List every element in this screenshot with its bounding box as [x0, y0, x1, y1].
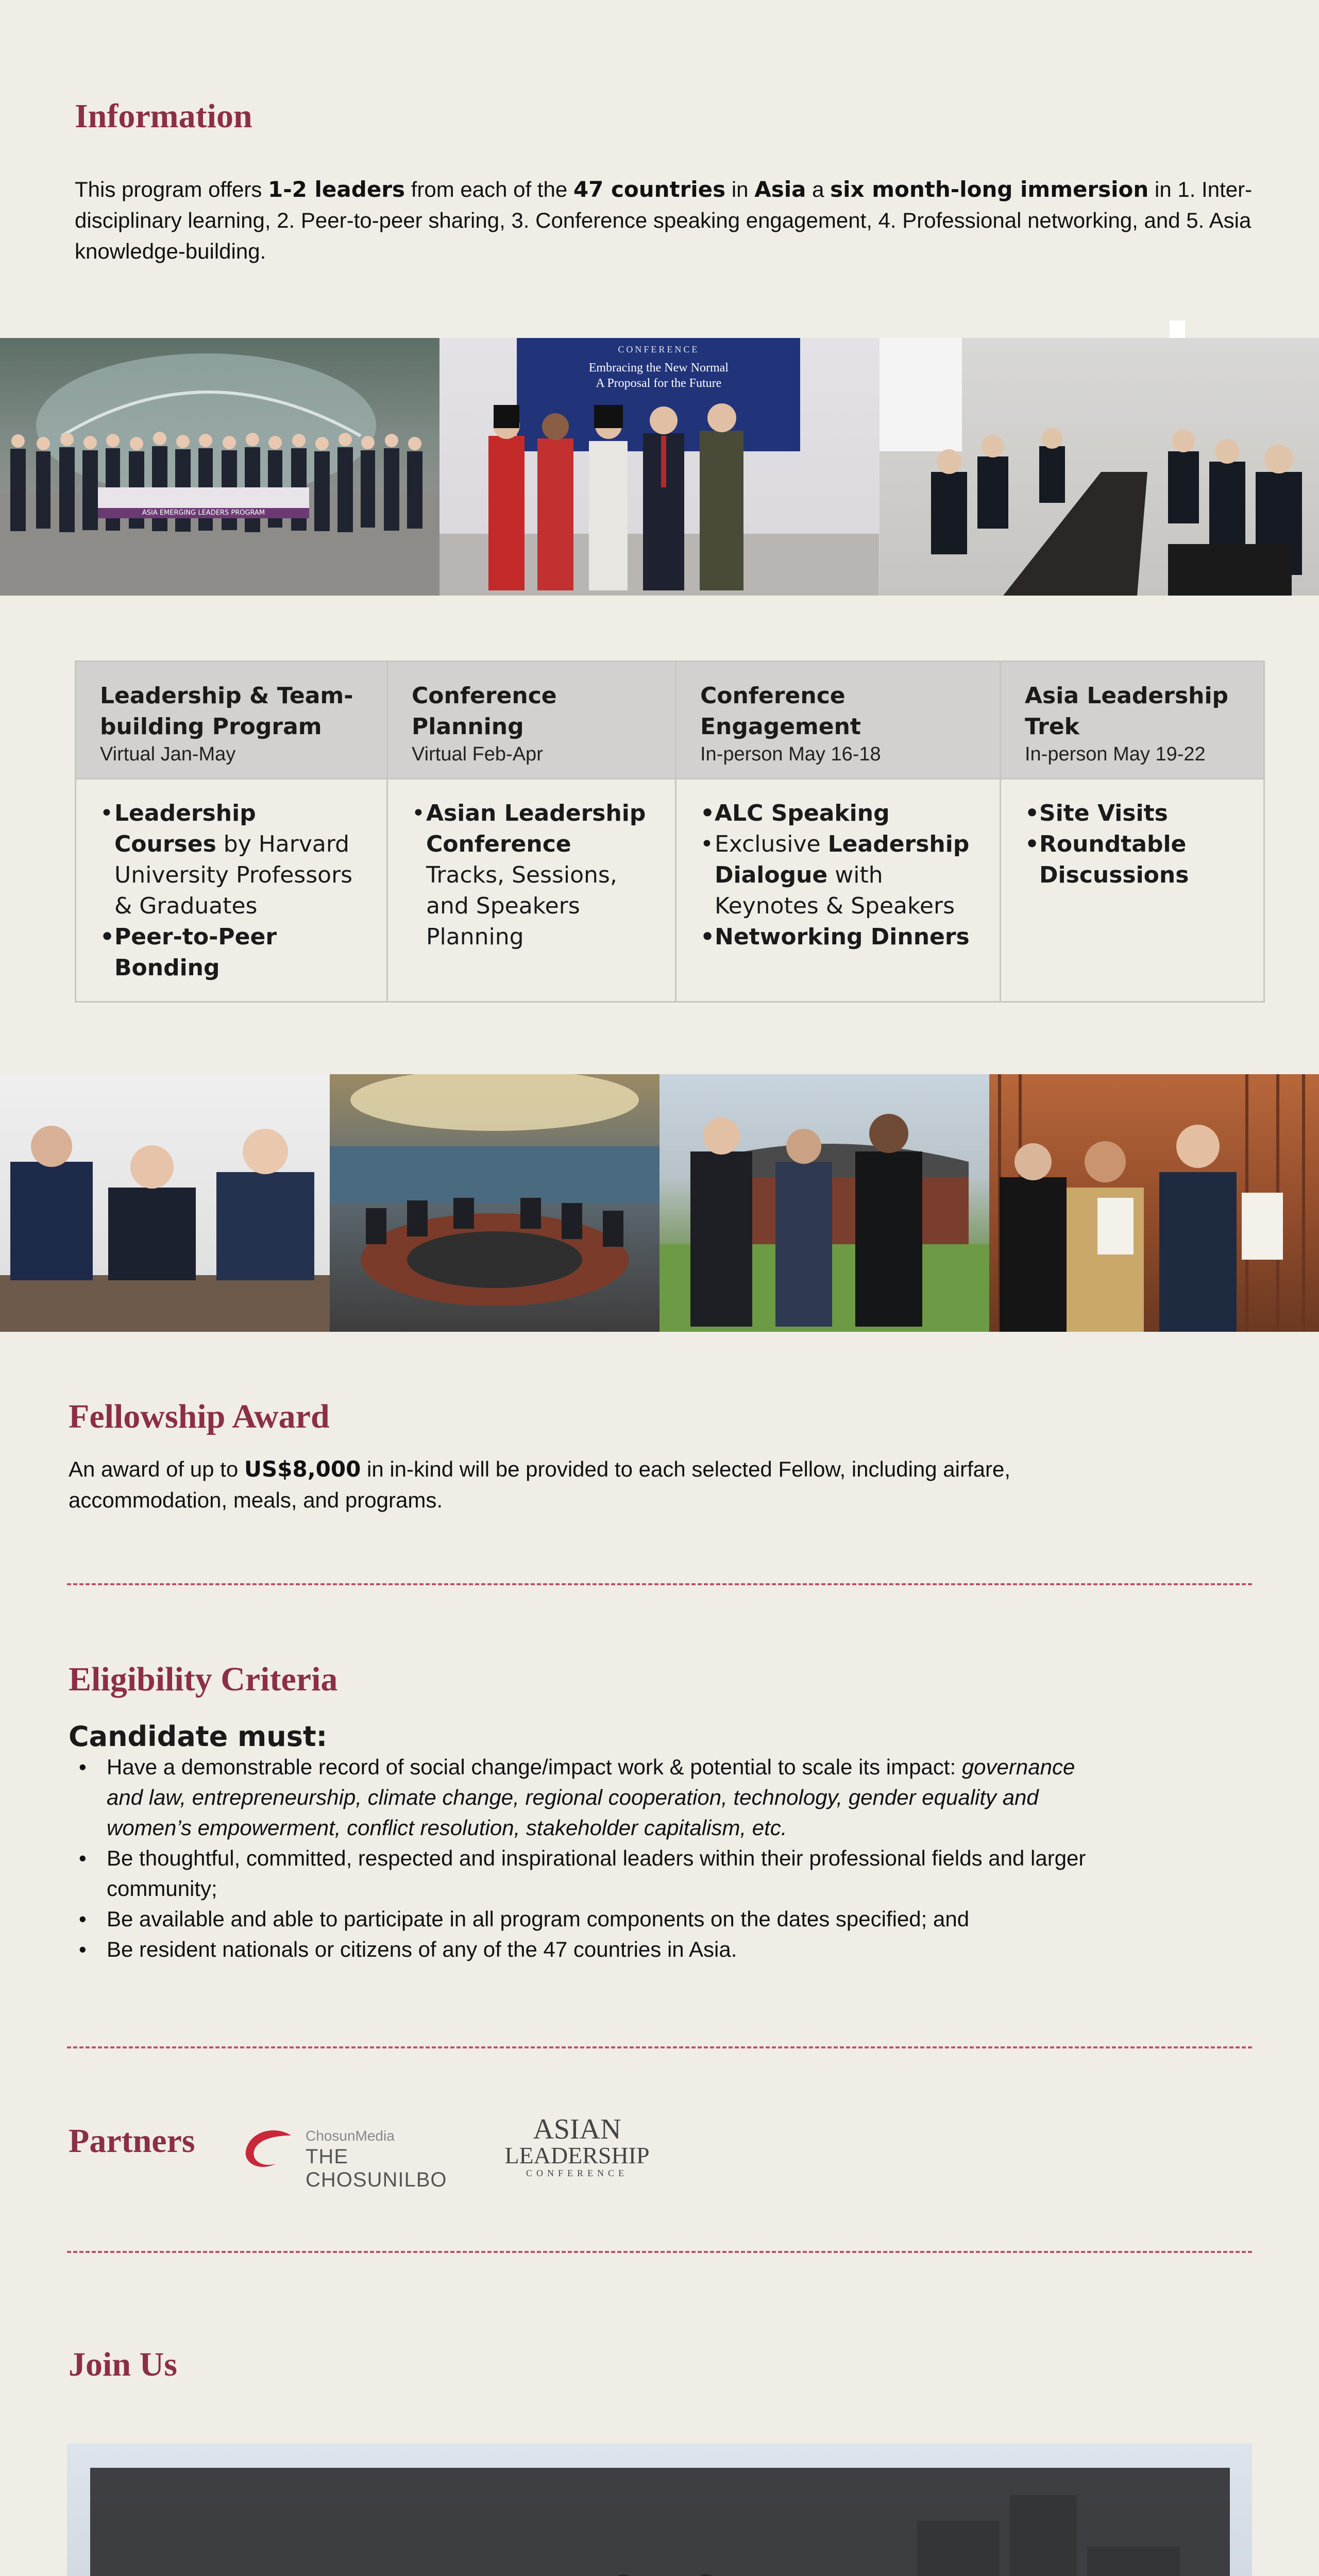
stage-people-illustration — [439, 338, 879, 596]
program-col1-sub: Virtual Jan-May — [100, 743, 236, 765]
divider — [67, 2046, 1252, 2048]
program-col1-header — [76, 662, 388, 779]
fellowship-text-2: in in-kind will be provided to each selected Fellow, including airfare, accommodation, meals, and programs. — [69, 1457, 1011, 1512]
list-item — [412, 798, 651, 953]
screen-subtitle-1: Embracing the New Normal — [588, 361, 729, 375]
photo-meeting-room — [880, 338, 1319, 596]
info-text-3: in — [725, 177, 755, 201]
photo-roundtable — [330, 1074, 660, 1332]
alc-logo[interactable] — [500, 2115, 654, 2182]
info-text-1: This program offers — [75, 177, 268, 201]
info-bold-immersion: six month-long immersion — [830, 177, 1149, 202]
eligibility-title: Eligibility Criteria — [69, 1660, 338, 1698]
fellowship-amount: US$8,000 — [244, 1456, 361, 1482]
program-col4-sub: In-person May 19-22 — [1025, 743, 1206, 765]
chosun-name-text: THE CHOSUNILBO — [306, 2145, 447, 2191]
list-item — [700, 922, 976, 953]
list-item — [700, 798, 976, 829]
chosun-media-text: ChosunMedia — [306, 2128, 395, 2144]
photo-row-top — [0, 338, 1319, 596]
join-overlay — [90, 2468, 1230, 2576]
photo-palace-visit — [660, 1074, 989, 1332]
program-col2-header — [388, 662, 677, 779]
fellowship-text — [69, 1454, 1099, 1516]
program-col3-item3: Networking Dinners — [715, 924, 970, 950]
list-item — [69, 1752, 1099, 1843]
group-photo-illustration — [0, 338, 439, 596]
divider — [67, 2251, 1252, 2253]
screen-subtitle-2: A Proposal for the Future — [596, 377, 722, 390]
program-col4-title: Asia Leadership Trek — [1025, 683, 1229, 740]
program-col2-body — [388, 779, 677, 1001]
program-table — [75, 660, 1265, 1003]
program-col3-item2c: with Keynotes & Speakers — [715, 862, 955, 919]
join-title: Join Us — [69, 2346, 177, 2383]
meeting-illustration — [880, 338, 1319, 596]
info-bold-countries: 47 countries — [573, 177, 726, 202]
program-col2-sub: Virtual Feb-Apr — [412, 743, 543, 765]
program-col1-body — [76, 779, 388, 1001]
eligibility-item1-topics: governance and law, entrepreneurship, climate change, regional cooperation, technology, gender equality and women’s empowerment, conflict resolution, stakeholder capitalism, etc. — [107, 1755, 1075, 1840]
list-item — [1025, 798, 1240, 829]
info-text-4: a — [806, 177, 831, 201]
eligibility-list — [69, 1752, 1099, 1964]
program-col2-item1b: Tracks, Sessions, and Speakers Planning — [426, 862, 617, 950]
banner-text: ASIA EMERGING LEADERS PROGRAM — [142, 509, 265, 517]
list-item — [69, 1934, 1099, 1964]
program-col4-item1: Site Visits — [1039, 800, 1168, 826]
fellowship-title: Fellowship Award — [69, 1398, 330, 1435]
eligibility-item4: Be resident nationals or citizens of any of the 47 countries in Asia. — [107, 1937, 737, 1961]
program-col3-item2b: Leadership Dialogue — [715, 831, 970, 888]
program-col3-header — [677, 662, 1001, 779]
program-col3-item1: ALC Speaking — [715, 800, 890, 826]
roundtable-illustration — [330, 1074, 660, 1332]
information-title: Information — [75, 97, 252, 135]
eligibility-item2: Be thoughtful, committed, respected and inspirational leaders within their professional fields and larger community; — [107, 1846, 1086, 1901]
photo-row-bottom — [0, 1074, 1319, 1332]
program-col4-item2: Roundtable Discussions — [1039, 831, 1189, 888]
book-signing-illustration — [989, 1074, 1319, 1332]
program-col4-body — [1001, 779, 1263, 1001]
info-bold-leaders: 1-2 leaders — [268, 177, 405, 202]
photo-book-signing — [989, 1074, 1319, 1332]
join-banner — [67, 2444, 1252, 2576]
program-col3-body — [677, 779, 1001, 1001]
chosun-logo[interactable] — [240, 2123, 487, 2191]
info-text-2: from each of the — [405, 177, 573, 201]
list-item — [69, 1904, 1099, 1934]
list-item — [1025, 829, 1240, 891]
info-bold-asia: Asia — [754, 177, 806, 202]
eligibility-item1: Have a demonstrable record of social change/impact work & potential to scale its impact: — [107, 1755, 962, 1779]
partners-title: Partners — [69, 2122, 195, 2160]
chosun-swoosh-icon — [240, 2123, 296, 2174]
photo-three-men — [0, 1074, 330, 1332]
list-item — [69, 1843, 1099, 1904]
decorative-square — [1170, 320, 1185, 338]
divider — [67, 1583, 1252, 1585]
photo-group-outdoor — [0, 338, 439, 596]
list-item — [700, 829, 976, 922]
info-text-5: in 1. Inter-disciplinary learning, 2. Peer-to-peer sharing, 3. Conference speaking engagement, 4. Professional networking, and 5. Asia knowledge-building. — [75, 177, 1253, 263]
eligibility-subtitle: Candidate must: — [69, 1720, 328, 1753]
program-col3-sub: In-person May 16-18 — [700, 743, 881, 765]
eligibility-item3: Be available and able to participate in all program components on the dates specified; and — [107, 1907, 970, 1931]
program-col1-item1b: by Harvard University Professors & Graduates — [114, 831, 353, 919]
fellowship-text-1: An award of up to — [69, 1457, 244, 1481]
photo-conference-stage — [439, 338, 879, 596]
alc-logo-line1: ASIAN — [533, 2113, 621, 2145]
program-col2-item1: Asian Leadership Conference — [426, 800, 646, 857]
list-item — [100, 922, 363, 984]
program-col3-title: Conference Engagement — [700, 683, 861, 740]
program-col1-item2: Peer-to-Peer Bonding — [114, 924, 277, 981]
program-col1-title: Leadership & Team-building Program — [100, 683, 353, 740]
program-col1-item1: Leadership Courses — [114, 800, 256, 857]
program-col2-title: Conference Planning — [412, 683, 557, 740]
three-men-illustration — [0, 1074, 330, 1332]
screen-title: CONFERENCE — [618, 344, 700, 354]
palace-illustration — [660, 1074, 989, 1332]
information-text — [75, 174, 1275, 267]
alc-logo-line3: CONFERENCE — [526, 2168, 628, 2178]
list-item — [100, 798, 363, 922]
program-col3-item2a: Exclusive — [715, 831, 828, 857]
alc-logo-line2: LEADERSHIP — [504, 2142, 650, 2168]
program-col4-header — [1001, 662, 1263, 779]
